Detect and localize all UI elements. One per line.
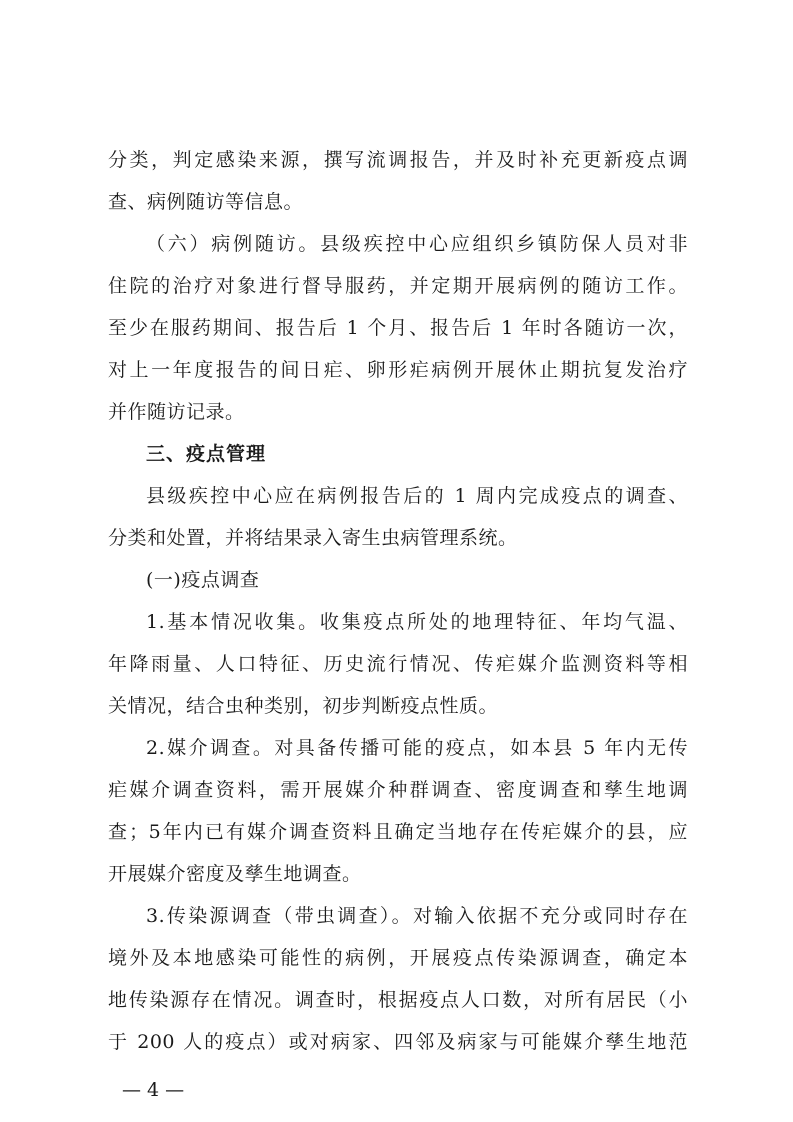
body-text-line: 地传染源存在情况。调查时，根据疫点人口数，对所有居民（小 [108,989,688,1011]
body-text-line: 1.基本情况收集。收集疫点所处的地理特征、年均气温、 [146,611,688,633]
body-text-line: 至少在服药期间、报告后 1 个月、报告后 1 年时各随访一次， [108,317,688,339]
body-text-line: 住院的治疗对象进行督导服药，并定期开展病例的随访工作。 [108,275,688,297]
body-text-line: 3.传染源调查（带虫调查）。对输入依据不充分或同时存在 [146,905,688,927]
body-text-line: 县级疾控中心应在病例报告后的 1 周内完成疫点的调查、 [146,485,688,507]
body-text-line: 疟媒介调查资料，需开展媒介种群调查、密度调查和孳生地调 [108,779,688,801]
body-text-line: 并作随访记录。 [108,401,245,423]
body-text-line: 关情况，结合虫种类别，初步判断疫点性质。 [108,695,499,717]
section-heading: 三、疫点管理 [146,443,267,465]
body-text-line: 于 200 人的疫点）或对病家、四邻及病家与可能媒介孳生地范 [108,1031,688,1053]
body-text-line: 开展媒介密度及孳生地调查。 [108,863,362,885]
body-text-line: （六）病例随访。县级疾控中心应组织乡镇防保人员对非 [146,233,688,255]
body-text-line: 境外及本地感染可能性的病例，开展疫点传染源调查，确定本 [108,947,688,969]
body-text-line: 查；5年内已有媒介调查资料且确定当地存在传疟媒介的县，应 [108,821,688,843]
body-text-line: 分类，判定感染来源，撰写流调报告，并及时补充更新疫点调 [108,149,688,171]
page-number: — 4 — [122,1079,185,1101]
body-text-line: 分类和处置，并将结果录入寄生虫病管理系统。 [108,527,518,549]
subsection-heading: (一)疫点调查 [146,569,260,591]
body-text-line: 2.媒介调查。对具备传播可能的疫点，如本县 5 年内无传 [146,737,688,759]
body-text-line: 对上一年度报告的间日疟、卵形疟病例开展休止期抗复发治疗 [108,359,688,381]
body-text-line: 查、病例随访等信息。 [108,191,304,213]
body-text-line: 年降雨量、人口特征、历史流行情况、传疟媒介监测资料等相 [108,653,688,675]
